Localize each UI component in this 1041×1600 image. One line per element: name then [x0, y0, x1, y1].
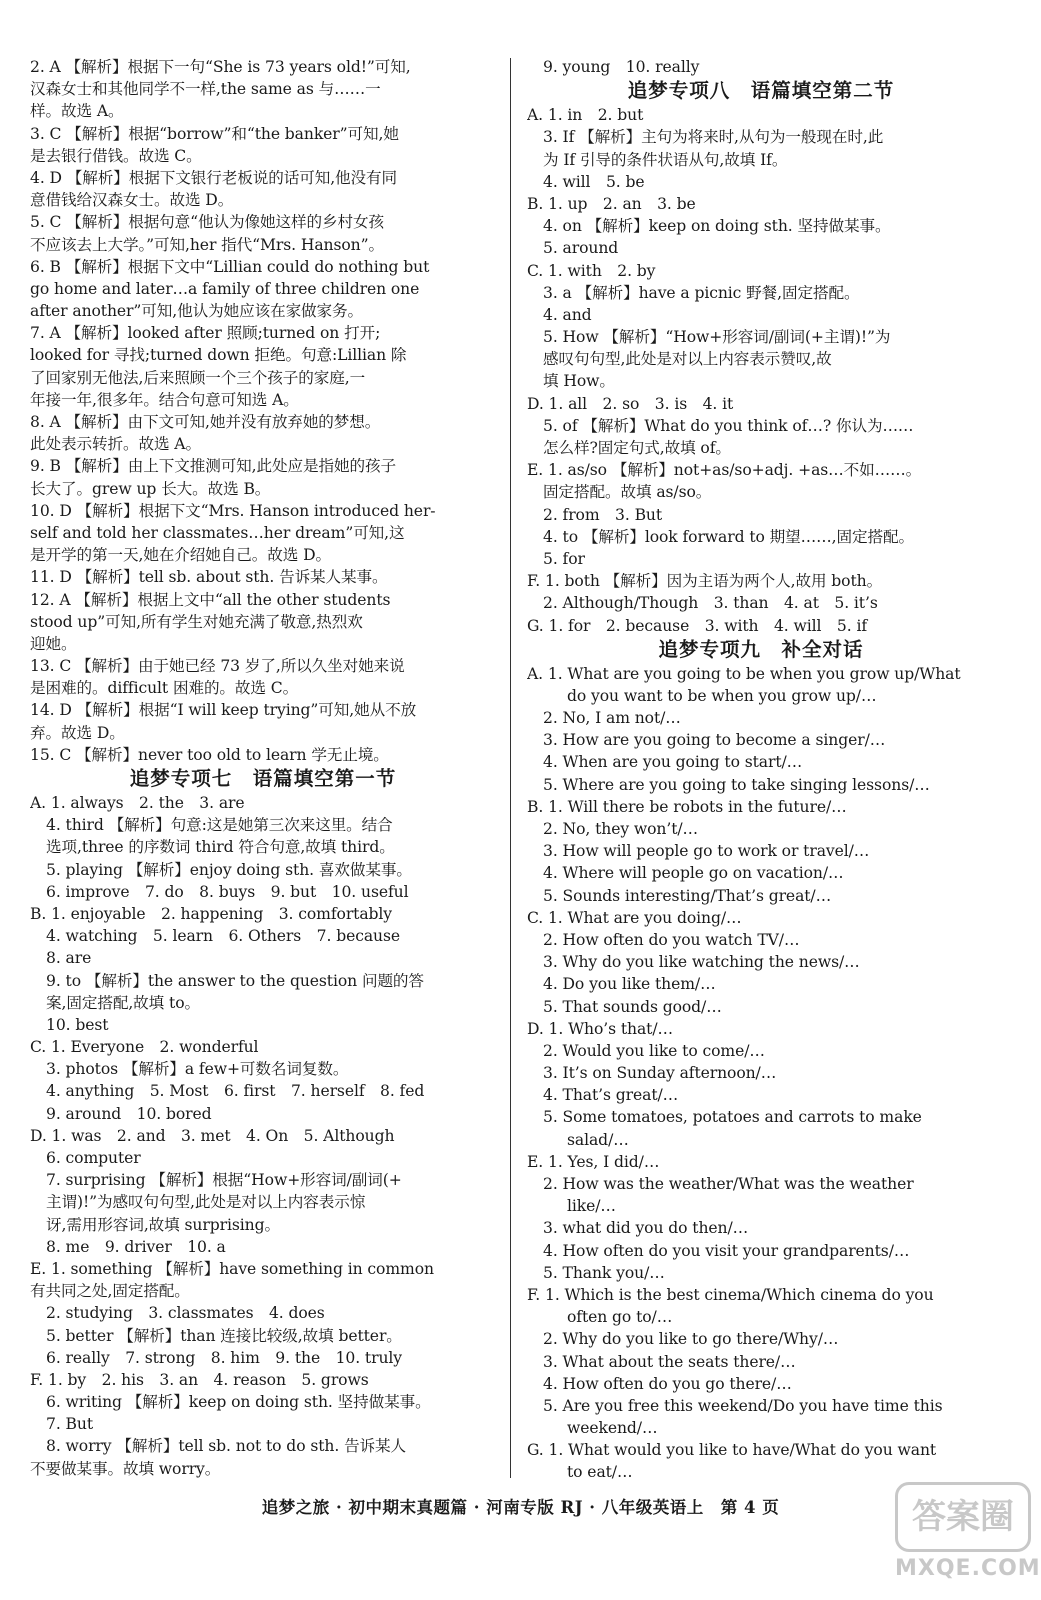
answer-line: D. 1. Who’s that/…	[527, 1019, 673, 1038]
answer-line: 7. surprising 【解析】根据“How+形容词/副词(+	[46, 1171, 402, 1190]
answer-line: D. 1. all 2. so 3. is 4. it	[527, 394, 734, 413]
answer-line: 4. How often do you go there/…	[543, 1374, 792, 1393]
answer-line: 3. what did you do then/…	[543, 1219, 749, 1238]
answer-line: 2. Would you like to come/…	[543, 1041, 765, 1060]
section-heading: 追梦专项九 补全对话	[658, 637, 864, 661]
answer-line: after another”可知,他认为她应该在家做家务。	[30, 302, 364, 321]
answer-line: 4. third 【解析】句意:这是她第三次来这里。结合	[46, 816, 393, 835]
answer-line: 4. to 【解析】look forward to 期望……,固定搭配。	[543, 527, 914, 546]
answer-line: 有共同之处,固定搭配。	[30, 1282, 190, 1301]
answer-line: 10. best	[46, 1015, 109, 1034]
answer-line: 感叹句句型,此处是对以上内容表示赞叹,故	[543, 350, 832, 369]
answer-line: 5. Where are you going to take singing lessons/…	[543, 775, 930, 794]
answer-line: 5. That sounds good/…	[543, 997, 722, 1016]
answer-line: 汉森女士和其他同学不一样,the same as 与……一	[30, 80, 381, 99]
answer-line: 7. But	[46, 1415, 94, 1434]
answer-line: 9. around 10. bored	[46, 1104, 212, 1123]
answer-line: 3. It’s on Sunday afternoon/…	[543, 1064, 777, 1083]
answer-line: A. 1. What are you going to be when you grow up/What	[527, 664, 961, 683]
answer-line: 迎她。	[30, 634, 77, 653]
answer-line: F. 1. both 【解析】因为主语为两个人,故用 both。	[527, 572, 883, 591]
answer-line: 6. really 7. strong 8. him 9. the 10. truly	[46, 1348, 402, 1367]
answer-line: 12. A 【解析】根据上文中“all the other students	[30, 590, 391, 609]
answer-line: 5. Are you free this weekend/Do you have time this	[543, 1396, 943, 1415]
answer-line: 弃。故选 D。	[30, 723, 125, 742]
answer-line: 9. young 10. really	[543, 58, 700, 76]
answer-line: G. 1. What would you like to have/What do you want	[527, 1441, 937, 1460]
answer-line: C. 1. with 2. by	[527, 261, 656, 280]
answer-line: E. 1. something 【解析】have something in common	[30, 1259, 434, 1278]
answer-line: C. 1. Everyone 2. wonderful	[30, 1038, 259, 1057]
watermark-logo-text: 答案圈	[895, 1482, 1031, 1552]
answer-line: 长大了。grew up 长大。故选 B。	[30, 479, 271, 498]
answer-line: 主谓)!”为感叹句句型,此处是对以上内容表示惊	[46, 1193, 366, 1212]
answer-line: 是开学的第一天,她在介绍她自己。故选 D。	[30, 546, 332, 565]
answer-line: 2. from 3. But	[543, 505, 663, 524]
answer-line: F. 1. by 2. his 3. an 4. reason 5. grows	[30, 1370, 369, 1389]
answer-line: 5. of 【解析】What do you think of…? 你认为……	[543, 416, 914, 435]
answer-line: often go to/…	[567, 1308, 673, 1327]
answer-line: 5. for	[543, 549, 585, 568]
answer-line: 4. anything 5. Most 6. first 7. herself 8. fed	[46, 1082, 425, 1101]
answer-line: 15. C 【解析】never too old to learn 学无止境。	[30, 745, 389, 764]
answer-line: like/…	[567, 1197, 616, 1216]
answer-line: G. 1. for 2. because 3. with 4. will 5. if	[527, 616, 868, 635]
answer-line: 5. Some tomatoes, potatoes and carrots to make	[543, 1108, 922, 1127]
answer-line: 3. If 【解析】主句为将来时,从句为一般现在时,此	[543, 128, 884, 147]
answer-line: 11. D 【解析】tell sb. about sth. 告诉某人某事。	[30, 568, 388, 587]
answer-line: 5. Thank you/…	[543, 1263, 665, 1282]
answer-line: 5. better 【解析】than 连接比较级,故填 better。	[46, 1326, 402, 1345]
answer-line: 3. a 【解析】have a picnic 野餐,固定搭配。	[543, 283, 860, 302]
answer-line: A. 1. in 2. but	[527, 106, 644, 125]
column-divider	[510, 58, 511, 1478]
answer-line: 2. studying 3. classmates 4. does	[46, 1304, 325, 1323]
answer-line: 2. Why do you like to go there/Why/…	[543, 1330, 839, 1349]
answer-line: 2. No, they won’t/…	[543, 820, 699, 838]
answer-line: 3. How will people go to work or travel/…	[543, 842, 870, 861]
page-footer: 追梦之旅 · 初中期末真题篇 · 河南专版 RJ · 八年级英语上 第 4 页	[261, 1498, 780, 1517]
watermark-url: MXQE.COM	[895, 1556, 1041, 1581]
section-heading: 追梦专项八 语篇填空第二节	[627, 79, 895, 103]
answer-line: 年接一年,很多年。结合句意可知选 A。	[30, 390, 299, 409]
answer-line: 5. Sounds interesting/That’s great/…	[543, 886, 832, 905]
answer-line: 5. around	[543, 239, 619, 258]
answer-line: 怎么样?固定句式,故填 of。	[543, 439, 731, 457]
answer-line: 4. How often do you visit your grandparents/…	[543, 1241, 910, 1260]
answer-line: 4. will 5. be	[543, 172, 645, 191]
answer-line: 8. are	[46, 949, 92, 968]
answer-line: 4. D 【解析】根据下文银行老板说的话可知,他没有同	[30, 168, 398, 187]
answer-line: 不应该去上大学。”可知,her 指代“Mrs. Hanson”。	[30, 235, 384, 254]
answer-line: 3. photos 【解析】a few+可数名词复数。	[46, 1060, 349, 1079]
answer-line: 6. writing 【解析】keep on doing sth. 坚持做某事。	[46, 1393, 431, 1412]
answer-line: stood up”可知,所有学生对她充满了敬意,热烈欢	[30, 612, 363, 631]
answer-line: 固定搭配。故填 as/so。	[543, 483, 712, 502]
answer-line: 3. Why do you like watching the news/…	[543, 953, 860, 972]
answer-line: do you want to be when you grow up/…	[567, 686, 877, 705]
answer-line: 6. computer	[46, 1149, 141, 1167]
answer-line: 8. me 9. driver 10. a	[46, 1237, 226, 1256]
answer-line: 此处表示转折。故选 A。	[30, 435, 201, 454]
answer-line: 9. B 【解析】由上下文推测可知,此处应是指她的孩子	[30, 457, 396, 476]
answer-line: 4. on 【解析】keep on doing sth. 坚持做某事。	[543, 217, 891, 236]
answer-line: 意借钱给汉森女士。故选 D。	[30, 191, 234, 210]
answer-line: to eat/…	[567, 1463, 633, 1482]
answer-line: weekend/…	[567, 1419, 658, 1438]
answer-line: 7. A 【解析】looked after 照顾;turned on 打开;	[30, 324, 381, 343]
answer-line: 4. watching 5. learn 6. Others 7. because	[46, 927, 401, 946]
answer-line: 讶,需用形容词,故填 surprising。	[46, 1215, 280, 1234]
answer-line: A. 1. always 2. the 3. are	[30, 794, 245, 812]
answer-line: 5. playing 【解析】enjoy doing sth. 喜欢做某事。	[46, 860, 412, 879]
answer-line: 2. How often do you watch TV/…	[543, 930, 800, 949]
answer-line: looked for 寻找;turned down 拒绝。句意:Lillian 除	[30, 346, 407, 365]
answer-line: B. 1. up 2. an 3. be	[527, 194, 696, 213]
answer-line: 6. improve 7. do 8. buys 9. but 10. useful	[46, 882, 409, 901]
answer-line: D. 1. was 2. and 3. met 4. On 5. Although	[30, 1126, 395, 1145]
answer-line: 3. What about the seats there/…	[543, 1352, 796, 1371]
answer-line: B. 1. enjoyable 2. happening 3. comfortably	[30, 904, 393, 923]
answer-line: 3. How are you going to become a singer/…	[543, 731, 886, 750]
left-column	[30, 56, 496, 1480]
answer-line: 6. B 【解析】根据下文中“Lillian could do nothing but	[30, 257, 430, 276]
answer-line: 不要做某事。故填 worry。	[30, 1459, 221, 1478]
answer-line: 4. That’s great/…	[543, 1086, 679, 1105]
answer-line: self and told her classmates…her dream”可知,这	[30, 523, 405, 542]
answer-line: 是困难的。difficult 困难的。故选 C。	[30, 679, 299, 698]
answer-line: 了回家别无他法,后来照顾一个三个孩子的家庭,一	[30, 368, 366, 387]
answer-line: E. 1. as/so 【解析】not+as/so+adj. +as…不如……。	[527, 461, 922, 480]
answer-line: 4. Where will people go on vacation/…	[543, 864, 844, 883]
answer-line: 2. No, I am not/…	[543, 709, 681, 728]
answer-line: 4. When are you going to start/…	[543, 753, 803, 772]
answer-line: 5. How 【解析】“How+形容词/副词(+主谓)!”为	[543, 328, 891, 347]
answer-line: go home and later…a family of three children one	[30, 279, 420, 298]
answer-line: 9. to 【解析】the answer to the question 问题的答	[46, 971, 424, 990]
answer-line: 8. worry 【解析】tell sb. not to do sth. 告诉某人	[46, 1437, 407, 1456]
answer-line: 填 How。	[543, 372, 615, 391]
answer-line: B. 1. Will there be robots in the future/…	[527, 797, 847, 816]
answer-line: 2. A 【解析】根据下一句“She is 73 years old!”可知,	[30, 58, 411, 76]
answer-line: 2. Although/Though 3. than 4. at 5. it’s	[543, 594, 878, 613]
watermark-logo	[895, 1482, 1041, 1592]
answer-line: 是去银行借钱。故选 C。	[30, 146, 202, 165]
answer-line: 2. How was the weather/What was the weather	[543, 1175, 914, 1193]
answer-line: 8. A 【解析】由下文可知,她并没有放弃她的梦想。	[30, 413, 381, 431]
answer-line: E. 1. Yes, I did/…	[527, 1152, 660, 1171]
answer-line: 4. Do you like them/…	[543, 975, 716, 994]
answer-line: F. 1. Which is the best cinema/Which cinema do you	[527, 1285, 934, 1304]
answer-line: C. 1. What are you doing/…	[527, 908, 742, 927]
right-column	[527, 56, 995, 1484]
answer-line: 10. D 【解析】根据下文“Mrs. Hanson introduced her-	[30, 501, 436, 520]
answer-line: 14. D 【解析】根据“I will keep trying”可知,她从不放	[30, 701, 417, 720]
answer-line: salad/…	[567, 1130, 629, 1149]
section-heading: 追梦专项七 语篇填空第一节	[129, 767, 397, 790]
answer-line: 为 If 引导的条件状语从句,故填 If。	[543, 150, 788, 169]
answer-line: 4. and	[543, 305, 592, 324]
answer-line: 案,固定搭配,故填 to。	[46, 993, 200, 1012]
answer-line: 5. C 【解析】根据句意“他认为像她这样的乡村女孩	[30, 213, 384, 232]
answer-line: 样。故选 A。	[30, 102, 124, 121]
answer-line: 3. C 【解析】根据“borrow”和“the banker”可知,她	[30, 124, 399, 143]
answer-line: 选项,three 的序数词 third 符合句意,故填 third。	[46, 838, 395, 857]
answer-line: 13. C 【解析】由于她已经 73 岁了,所以久坐对她来说	[30, 657, 405, 676]
